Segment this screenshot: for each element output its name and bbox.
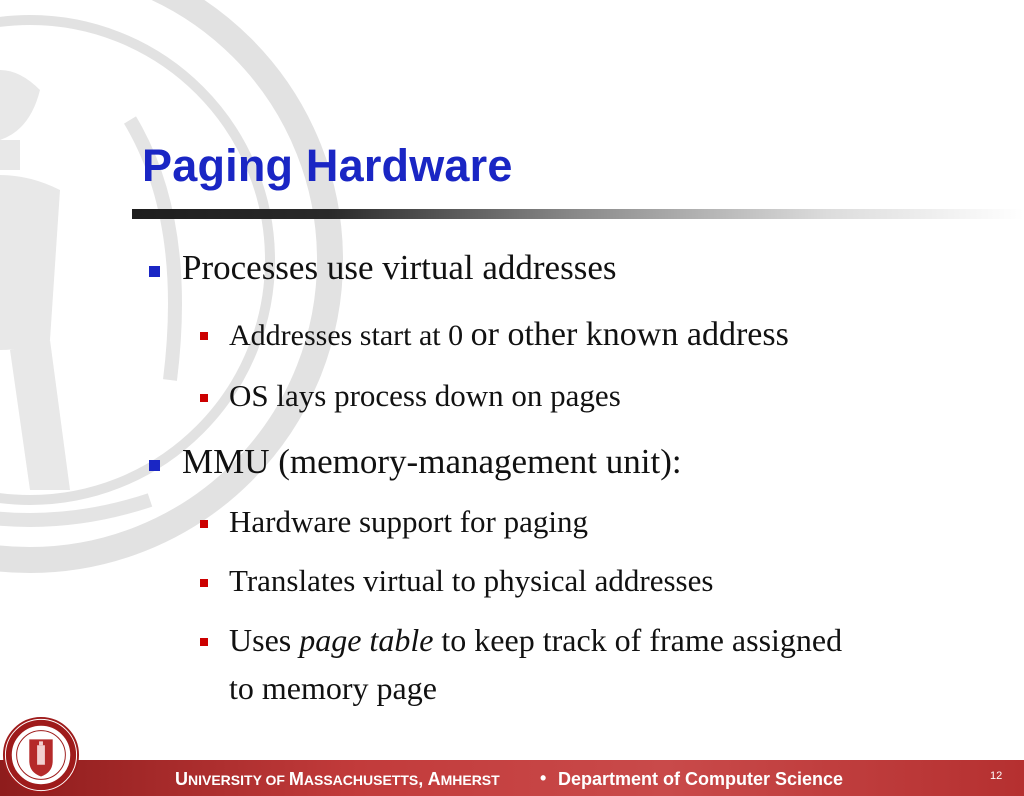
bullet-text-part: Uses bbox=[229, 622, 300, 658]
footer-text-part: , bbox=[418, 769, 428, 789]
slide-title: Paging Hardware bbox=[142, 140, 513, 191]
footer-band bbox=[0, 760, 1024, 796]
footer-text-part: MHERST bbox=[440, 772, 500, 788]
bullet-text bbox=[229, 622, 842, 659]
bullet-text: MMU (memory-management unit): bbox=[182, 442, 682, 481]
bullet-text: Processes use virtual addresses bbox=[182, 248, 617, 287]
sub-bullet-continuation bbox=[229, 670, 437, 707]
bullet-square-icon bbox=[200, 579, 208, 587]
bullet-text bbox=[229, 316, 789, 354]
bullet-text: OS lays process down on pages bbox=[229, 378, 621, 413]
footer-text-part: M bbox=[288, 769, 304, 789]
bullet-text-part: or other known address bbox=[470, 316, 789, 353]
bullet-text-part: to keep track of frame assigned bbox=[433, 622, 843, 658]
bullet-text-part: Addresses start at 0 bbox=[229, 319, 471, 352]
footer-text-part: NIVERSITY OF bbox=[188, 772, 289, 788]
footer-text-part: A bbox=[427, 769, 441, 789]
bullet-square-icon bbox=[200, 394, 208, 402]
footer-text-part: ASSACHUSETTS bbox=[303, 772, 419, 788]
bullet-text: to memory page bbox=[229, 670, 437, 706]
bullet-square-icon bbox=[200, 520, 208, 528]
bullet-square-icon bbox=[149, 266, 160, 277]
university-seal-logo-icon bbox=[2, 716, 80, 794]
sub-bullet-item bbox=[229, 316, 789, 354]
footer-university bbox=[175, 769, 500, 790]
sub-bullet-item bbox=[229, 563, 713, 599]
bullet-text: Translates virtual to physical addresses bbox=[229, 563, 714, 598]
title-divider bbox=[132, 209, 1024, 219]
bullet-square-icon bbox=[200, 638, 208, 646]
sub-bullet-item bbox=[229, 504, 588, 540]
bullet-square-icon bbox=[149, 460, 160, 471]
sub-bullet-item bbox=[229, 378, 621, 414]
bullet-item bbox=[182, 442, 682, 482]
bullet-text: Hardware support for paging bbox=[229, 504, 588, 539]
footer-text-part: U bbox=[175, 769, 188, 789]
sub-bullet-item bbox=[229, 622, 842, 659]
bullet-text-emphasis: page table bbox=[299, 622, 434, 658]
bullet-item bbox=[182, 248, 616, 288]
university-seal-watermark-icon bbox=[0, 0, 350, 580]
footer-department: Department of Computer Science bbox=[558, 769, 844, 789]
page-number: 12 bbox=[990, 770, 1003, 782]
footer-separator: • bbox=[540, 768, 547, 788]
bullet-square-icon bbox=[200, 332, 208, 340]
